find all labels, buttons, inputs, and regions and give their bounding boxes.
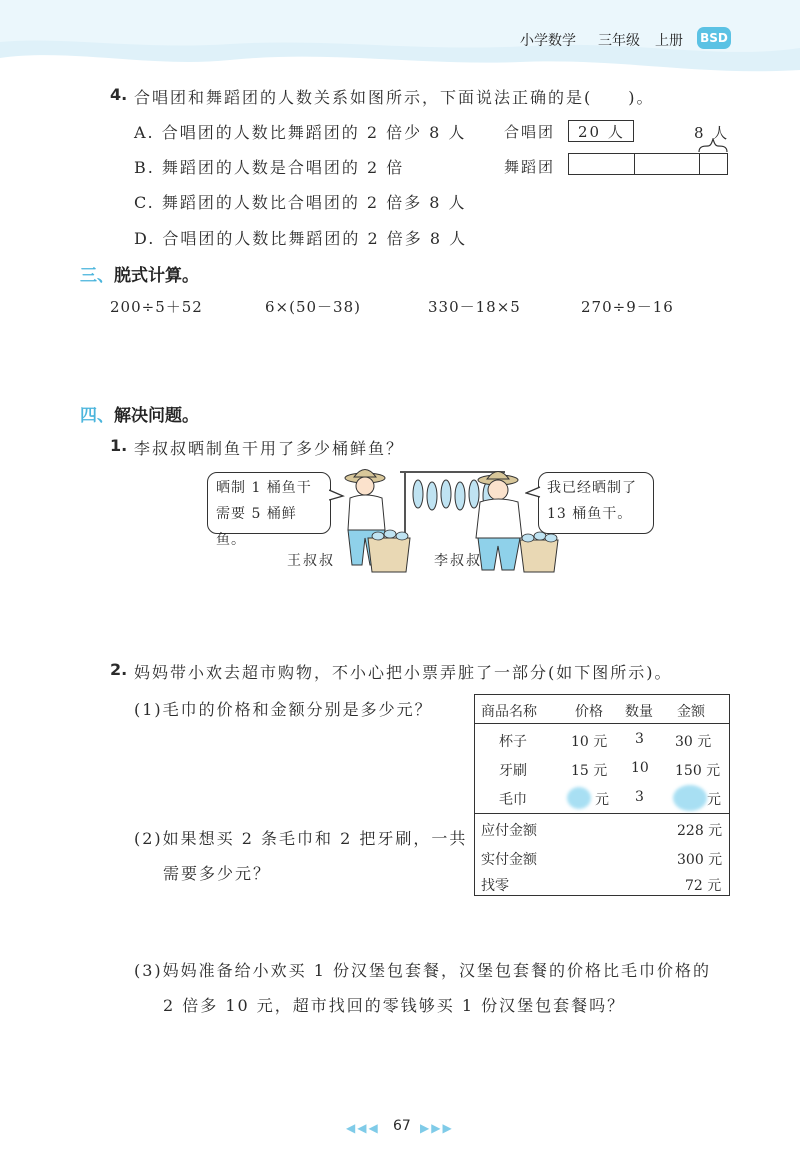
q4-option-c: C. 舞蹈团的人数比合唱团的 2 倍多 8 人 <box>134 193 467 212</box>
p2-sub3-line2: 2 倍多 10 元，超市找回的零钱够买 1 份汉堡包套餐吗？ <box>163 996 626 1015</box>
header-grade: 三年级 <box>598 33 640 49</box>
q4-option-a: A. 合唱团的人数比舞蹈团的 2 倍少 8 人 <box>134 123 467 142</box>
receipt-row-due <box>475 816 729 844</box>
extra-label: 8 人 <box>694 124 730 142</box>
receipt-divider-top <box>475 723 729 724</box>
choir-label: 合唱团 <box>504 123 556 141</box>
p2-sub1: (1)毛巾的价格和金额分别是多少元？ <box>134 700 433 719</box>
q4-number: 4. <box>110 85 128 104</box>
receipt-header-price: 价格 <box>575 704 603 720</box>
ink-smudge-price <box>567 787 591 809</box>
choir-bar <box>568 120 634 142</box>
receipt <box>474 694 730 896</box>
p1-text: 李叔叔晒制鱼干用了多少桶鲜鱼？ <box>134 439 405 458</box>
expr-1: 200÷5＋52 <box>110 298 203 316</box>
change-value: 72 元 <box>685 878 722 894</box>
due-value: 228 元 <box>677 823 723 839</box>
p2-sub2-line2: 需要多少元？ <box>163 864 272 883</box>
receipt-header-amount: 金额 <box>677 704 705 720</box>
section4-title: 解决问题。 <box>114 406 199 426</box>
item-qty: 10 <box>631 760 649 776</box>
item-amount: 元 <box>707 792 721 808</box>
ink-smudge-amount <box>673 785 707 811</box>
footer-left-arrows: ◀◀◀ <box>346 1121 380 1135</box>
receipt-row-toothbrush <box>475 756 729 784</box>
item-price: 元 <box>595 792 609 808</box>
section3-number: 三、 <box>80 266 114 286</box>
bubble-wang-line1: 晒制 1 桶鱼干 <box>216 480 312 496</box>
receipt-divider-mid <box>475 813 729 814</box>
q4-option-d: D. 合唱团的人数比舞蹈团的 2 倍多 8 人 <box>134 229 468 248</box>
receipt-row-paid <box>475 845 729 873</box>
dance-bar-divider-2 <box>699 154 700 174</box>
section3-title: 脱式计算。 <box>114 266 199 286</box>
q4-text: 合唱团和舞蹈团的人数关系如图所示，下面说法正确的是( )。 <box>134 88 655 107</box>
footer-right-arrows: ▶▶▶ <box>420 1121 454 1135</box>
item-qty: 3 <box>635 731 644 747</box>
receipt-header-row <box>475 697 729 725</box>
receipt-row-change <box>475 871 729 899</box>
p2-number: 2. <box>110 660 128 679</box>
label-wang: 王叔叔 <box>287 553 335 569</box>
q4-option-b: B. 舞蹈团的人数是合唱团的 2 倍 <box>134 158 405 177</box>
section4-heading <box>80 401 199 426</box>
p1-number: 1. <box>110 436 128 455</box>
dance-bar-divider-1 <box>634 154 635 174</box>
label-li: 李叔叔 <box>434 553 482 569</box>
speech-bubble-wang <box>207 472 331 548</box>
choir-value: 20 人 <box>578 123 625 141</box>
receipt-header-name: 商品名称 <box>481 704 537 720</box>
header-subject: 小学数学 <box>520 33 576 49</box>
paid-label: 实付金额 <box>481 852 537 868</box>
header-volume: 上册 <box>655 33 683 49</box>
change-label: 找零 <box>481 878 509 894</box>
receipt-header-qty: 数量 <box>625 704 653 720</box>
bubble-li-line1: 我已经晒制了 <box>547 480 637 496</box>
section4-number: 四、 <box>80 406 114 426</box>
bubble-wang-line2: 需要 5 桶鲜鱼。 <box>216 506 297 548</box>
expr-2: 6×(50－38) <box>265 298 361 316</box>
extra-brace <box>696 138 730 154</box>
expr-4: 270÷9－16 <box>581 298 674 316</box>
dance-label: 舞蹈团 <box>504 158 556 176</box>
dance-bar <box>568 153 728 175</box>
due-label: 应付金额 <box>481 823 537 839</box>
item-name: 毛巾 <box>499 792 527 808</box>
expr-3: 330－18×5 <box>428 298 521 316</box>
receipt-row-towel <box>475 785 729 813</box>
paid-value: 300 元 <box>677 852 723 868</box>
item-amount: 150 元 <box>675 763 721 779</box>
item-price: 15 元 <box>571 763 608 779</box>
receipt-row-cup <box>475 727 729 755</box>
item-amount: 30 元 <box>675 734 712 750</box>
item-qty: 3 <box>635 789 644 805</box>
item-name: 杯子 <box>499 734 527 750</box>
section3-heading <box>80 261 199 286</box>
p2-text: 妈妈带小欢去超市购物，不小心把小票弄脏了一部分(如下图所示)。 <box>134 663 673 682</box>
p2-sub3-line1: (3)妈妈准备给小欢买 1 份汉堡包套餐，汉堡包套餐的价格比毛巾价格的 <box>134 961 712 980</box>
bubble-li-line2: 13 桶鱼干。 <box>547 506 633 522</box>
page-number: 67 <box>393 1118 411 1134</box>
p2-sub2-line1: (2)如果想买 2 条毛巾和 2 把牙刷，一共 <box>134 829 468 848</box>
header-badge: BSD <box>697 27 731 49</box>
item-name: 牙刷 <box>499 763 527 779</box>
item-price: 10 元 <box>571 734 608 750</box>
